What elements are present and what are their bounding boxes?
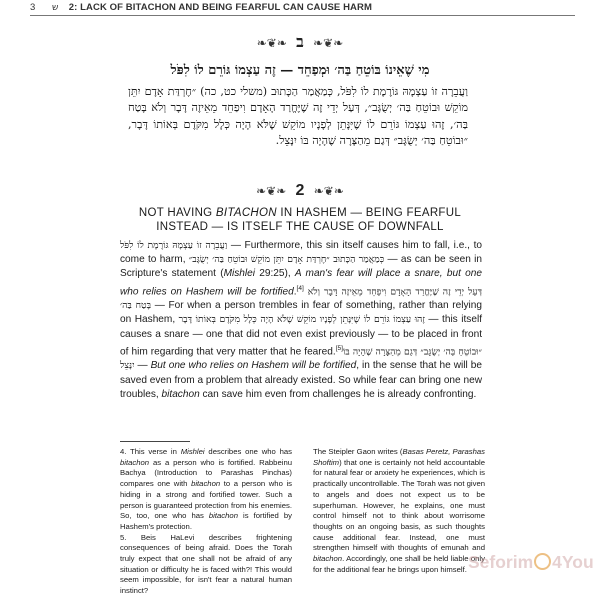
running-head-title: 2: LACK OF BITACHON AND BEING FEARFUL CAN CAUSE HARM xyxy=(68,2,372,13)
english-section-number: 2 xyxy=(295,182,305,199)
hebrew-quote: זֶהוּ עַצְמוֹ גּוֹרֵם לוֹ שֶׁיִּנָּתֵן לְפָנָיו מוֹקֵשׁ שֶׁלֹּא הָיָה כְּלָל מִקֹּדֶם בְּאוֹתוֹ דָּבָר xyxy=(178,314,425,326)
hebrew-quote: ״וּבוֹטֵחַ בַּה׳ יְשֻׂגָּב״ דְּגַם מֵהַצָּרָה שֶׁהָיָה בּוֹ יִנָּצֵל xyxy=(120,346,482,372)
ornament-left-icon: ❧❦❧ xyxy=(256,36,287,50)
seforim4you-watermark: Seforim 4You xyxy=(468,552,594,572)
hebrew-section-title: מִי שֶׁאֵינוֹ בּוֹטֵחַ בַּה׳ וּמְפַחֵד — זֶה עַצְמוֹ גּוֹרֵם לוֹ לִפֹּל xyxy=(170,63,430,78)
english-section-ornament xyxy=(0,182,600,200)
hebrew-quote: וַעֲבֵרָה זוֹ עַצְמָהּ גּוֹרֶמֶת לוֹ לִפֹּל xyxy=(120,240,228,251)
footnote-ref-4[interactable]: [4] xyxy=(296,284,304,292)
english-title-line-1: NOT HAVING BITACHON IN HASHEM — BEING FEARFUL xyxy=(138,207,462,219)
running-head-hebrew-mark: ש xyxy=(52,3,59,13)
footnote-5: 5. Beis HaLevi describes frightening consequences of being afraid. Does the Torah truly expect that one shall not be afraid of any situation or difficulty he is faced with?! This would seem impossible, for isn't fear a natural human instinct? xyxy=(120,532,292,596)
hebrew-quote: כְּמַאֲמַר הַכָּתוּב ״חֶרְדַּת אָדָם יִתֵּן מוֹקֵשׁ וּבוֹטֵחַ בַּה׳ יְשֻׂגָּב״ xyxy=(188,254,385,266)
english-section-title xyxy=(120,206,480,234)
hebrew-section-ornament xyxy=(0,34,600,52)
ornament-left-icon: ❧❦❧ xyxy=(256,184,287,198)
ornament-right-icon: ❧❦❧ xyxy=(313,36,344,50)
ornament-right-icon: ❧❦❧ xyxy=(313,184,344,198)
hebrew-section-mark: ב xyxy=(296,34,304,51)
footnote-ref-5[interactable]: [5] xyxy=(335,344,343,352)
english-title-line-2: INSTEAD — IS ITSELF THE CAUSE OF DOWNFALL xyxy=(156,221,444,233)
header-rule xyxy=(30,15,575,16)
watermark-circle-icon xyxy=(534,553,551,570)
footnote-column-right: The Steipler Gaon writes (Basas Peretz, Parashas Shoftim) that one is certainly not held accountable for natural fear or anxiety he experiences, which is practically uncontrollable. The Torah was not given to angels and does not expect us to be superhuman. However, he explains, one must control himself not to think about worrisome thoughts on an ongoing basis, as such thoughts cause additional fear. Instead, one must strengthen himself with thoughts of emunah and bitachon. Accordingly, one shall be held liable only for the additional fear he brings upon himself. xyxy=(313,447,485,574)
hebrew-body-text: וַעֲבֵרָה זוֹ עַצְמָהּ גּוֹרֶמֶת לוֹ לִפֹּל, כְּמַאֲמַר הַכָּתוּב (משלי כט, כה) ״חֶרְדַּת אָדָם יִתֵּן מוֹקֵשׁ וּבוֹטֵחַ בַּה׳ יְשֻׂגָּב״, דְּעַל יְדֵי זֶה שֶׁיֶּחֱרַד הָאָדָם וִיפַחֵד מֵאֵיזֶה דָּבָר וְלֹא בָּטַח בַּה׳, זֶהוּ עַצְמוֹ גּוֹרֵם לוֹ שֶׁיִּנָּתֵן לְפָנָיו מוֹקֵשׁ שֶׁלֹּא הָיָה כְּלָל מִקֹּדֶם בְּאוֹתוֹ דָּבָר, ״וּבוֹטֵחַ בַּה׳ יְשֻׂגָּב״ דְּגַם מֵהַצָּרָה שֶׁהָיָה בּוֹ יִנָּצֵל. xyxy=(128,85,468,148)
footnote-column-left xyxy=(120,447,292,597)
footnote-rule xyxy=(120,441,190,442)
footnote-4: 4. This verse in Mishlei describes one who has bitachon as a person who is fortified. Rabbeinu Bachya (Introduction to Parashas Pinchas) compares one with bitachon to a person who is hiding in a strong and fortified tower. Such a person is guaranteed protection from his enemies. So, too, one who has bitachon is fortified by Hashem's protection. xyxy=(120,447,292,531)
page-number: 3 xyxy=(30,2,36,13)
hebrew-quote: דְּעַל יְדֵי זֶה שֶׁיֶּחֱרַד הָאָדָם וִיפַחֵד מֵאֵיזֶה דָּבָר וְלֹא בָּטַח בַּה׳ xyxy=(120,285,483,312)
english-body-text: וַעֲבֵרָה זוֹ עַצְמָהּ גּוֹרֶמֶת לוֹ לִפֹּל — Furthermore, this sin itself causes him to fall, i.e., to come to harm, כְּמַאֲמַר הַכָּתוּב ״חֶרְדַּת אָדָם יִתֵּן מוֹקֵשׁ וּבוֹטֵחַ בַּה׳ יְשֻׂגָּב״ — as can be seen in Scripture's statement (Mishlei 29:25), A man's fear will place a snare, but one who relies on Hashem will be fortified.[4] דְּעַל יְדֵי זֶה שֶׁיֶּחֱרַד הָאָדָם וִיפַחֵד מֵאֵיזֶה דָּבָר וְלֹא בָּטַח בַּה׳ — For when a person trembles in fear of something, rather than relying on Hashem, זֶהוּ עַצְמוֹ גּוֹרֵם לוֹ שֶׁיִּנָּתֵן לְפָנָיו מוֹקֵשׁ שֶׁלֹּא הָיָה כְּלָל מִקֹּדֶם בְּאוֹתוֹ דָּבָר — this itself causes a snare — one that did not even exist previously — to be placed in front of him regarding that very matter that he feared.[5]״וּבוֹטֵחַ בַּה׳ יְשֻׂגָּב״ דְּגַם מֵהַצָּרָה שֶׁהָיָה בּוֹ יִנָּצֵל — But one who relies on Hashem will be fortified, in the sense that he will be saved even from a problem that already existed. So while fear can bring one new troubles, bitachon can save him even from challenges he is already confronting. xyxy=(120,240,483,400)
